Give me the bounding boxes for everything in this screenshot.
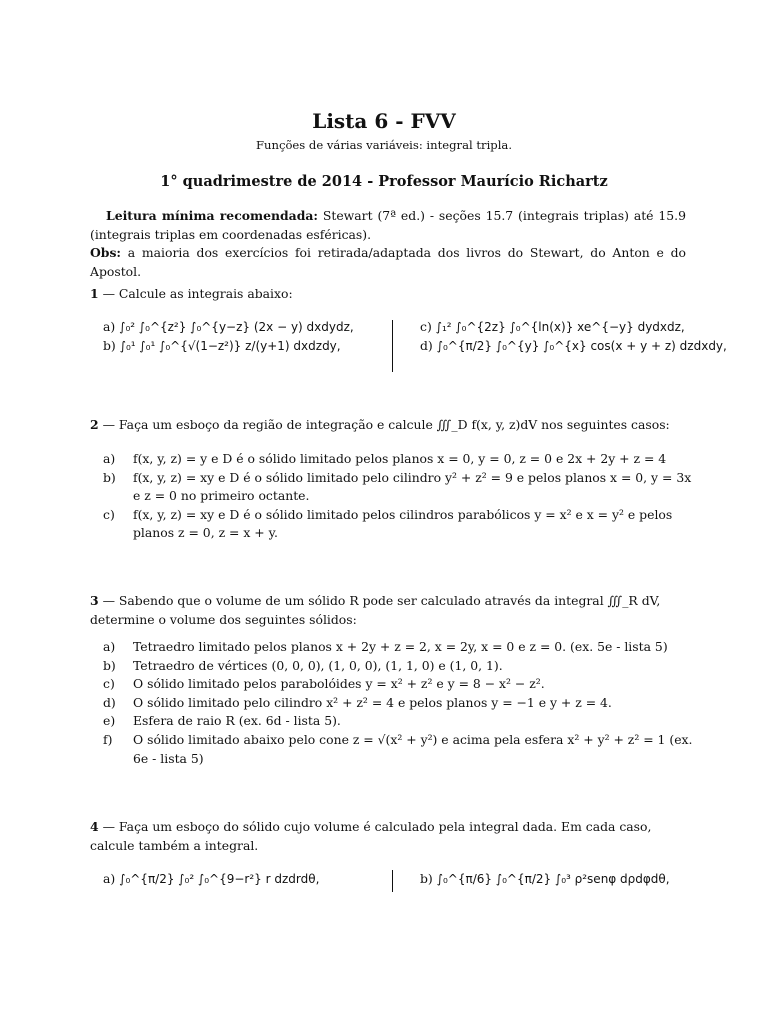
question-3-items (103, 638, 693, 768)
list-item: b) Tetraedro de vértices (0, 0, 0), (1, 0, 0), (1, 1, 0) e (1, 0, 1). (103, 657, 503, 673)
column-divider (392, 320, 393, 372)
list-item: d) ∫₀^{π/2} ∫₀^{y} ∫₀^{x} cos(x + y + z) dzdxdy, (420, 337, 727, 353)
list-item: e) Esfera de raio R (ex. 6d - lista 5). (103, 713, 341, 729)
obs-label: Obs: (90, 245, 122, 261)
page-subtitle: Funções de várias variáveis: integral tripla. (255, 138, 513, 152)
course-line: 1° quadrimestre de 2014 - Professor Maurício Richartz (160, 173, 608, 190)
question-1-items (103, 318, 727, 374)
question-number: 1 (90, 286, 99, 301)
reading-label: Leitura mínima recomendada: (106, 208, 318, 223)
obs-text: a maioria dos exercícios foi retirada/adaptada dos livros do Stewart, do Anton e do Apostol. (90, 245, 686, 279)
question-prompt: Faça um esboço da região de integração e calcule ∭_D f(x, y, z)dV nos seguintes casos: (118, 417, 670, 432)
question-dash: — (102, 819, 115, 834)
question-number: 2 (90, 417, 99, 432)
question-prompt: Sabendo que o volume de um sólido R pode ser calculado através da integral ∭_R dV, determine o volume dos seguintes sólidos: (90, 593, 661, 627)
list-item: a) f(x, y, z) = y e D é o sólido limitado pelos planos x = 0, y = 0, z = 0 e 2x + 2y + z = 4 (103, 451, 667, 466)
question-prompt: Faça um esboço do sólido cujo volume é calculado pela integral dada. Em cada caso, calcule também a integral. (90, 819, 652, 853)
question-dash: — (102, 593, 115, 608)
list-item: b) ∫₀¹ ∫₀¹ ∫₀^{√(1−z²)} z/(y+1) dxdzdy, (103, 337, 341, 353)
question-number: 3 (90, 593, 99, 608)
question-2 (90, 416, 686, 435)
reading-text: Stewart (7ª ed.) - seções 15.7 (integrais triplas) até 15.9 (integrais triplas em coordenadas esféricas). (90, 208, 686, 242)
obs-paragraph (90, 244, 686, 281)
question-4 (90, 818, 686, 855)
question-dash: — (102, 286, 115, 301)
question-4-items (103, 870, 670, 898)
list-item: b) f(x, y, z) = xy e D é o sólido limitado pelo cilindro y² + z² = 9 e pelos planos x = 0, y = 3x e z = 0 no primeiro octante. (103, 469, 692, 504)
list-item: c) f(x, y, z) = xy e D é o sólido limitado pelos cilindros parabólicos y = x² e x = y² e pelos planos z = 0, z = x + y. (103, 506, 673, 541)
question-2-items (103, 450, 693, 543)
reading-paragraph (90, 207, 686, 244)
question-number: 4 (90, 819, 99, 834)
question-dash: — (102, 417, 115, 432)
list-item: f) O sólido limitado abaixo pelo cone z = √(x² + y²) e acima pela esfera x² + y² + z² = 1 (ex. 6e - lista 5) (103, 732, 693, 766)
list-item: b) ∫₀^{π/6} ∫₀^{π/2} ∫₀³ ρ²senφ dρdφdθ, (420, 871, 670, 886)
list-item: a) ∫₀² ∫₀^{z²} ∫₀^{y−z} (2x − y) dxdydz, (103, 319, 354, 334)
list-item: c) ∫₁² ∫₀^{2z} ∫₀^{ln(x)} xe^{−y} dydxdz, (420, 319, 685, 334)
list-item: a) Tetraedro limitado pelos planos x + 2y + z = 2, x = 2y, x = 0 e z = 0. (ex. 5e - lista 5) (103, 639, 668, 654)
question-1 (90, 285, 686, 304)
list-item: d) O sólido limitado pelo cilindro x² + z² = 4 e pelos planos y = −1 e y + z = 4. (103, 694, 612, 710)
column-divider (392, 870, 393, 892)
page-title: Lista 6 - FVV (312, 109, 456, 133)
question-prompt: Calcule as integrais abaixo: (118, 286, 293, 301)
list-item: c) O sólido limitado pelos parabolóides y = x² + z² e y = 8 − x² − z². (103, 676, 545, 692)
question-3 (90, 592, 686, 629)
reading-section (90, 207, 686, 281)
list-item: a) ∫₀^{π/2} ∫₀² ∫₀^{9−r²} r dzdrdθ, (103, 871, 320, 886)
